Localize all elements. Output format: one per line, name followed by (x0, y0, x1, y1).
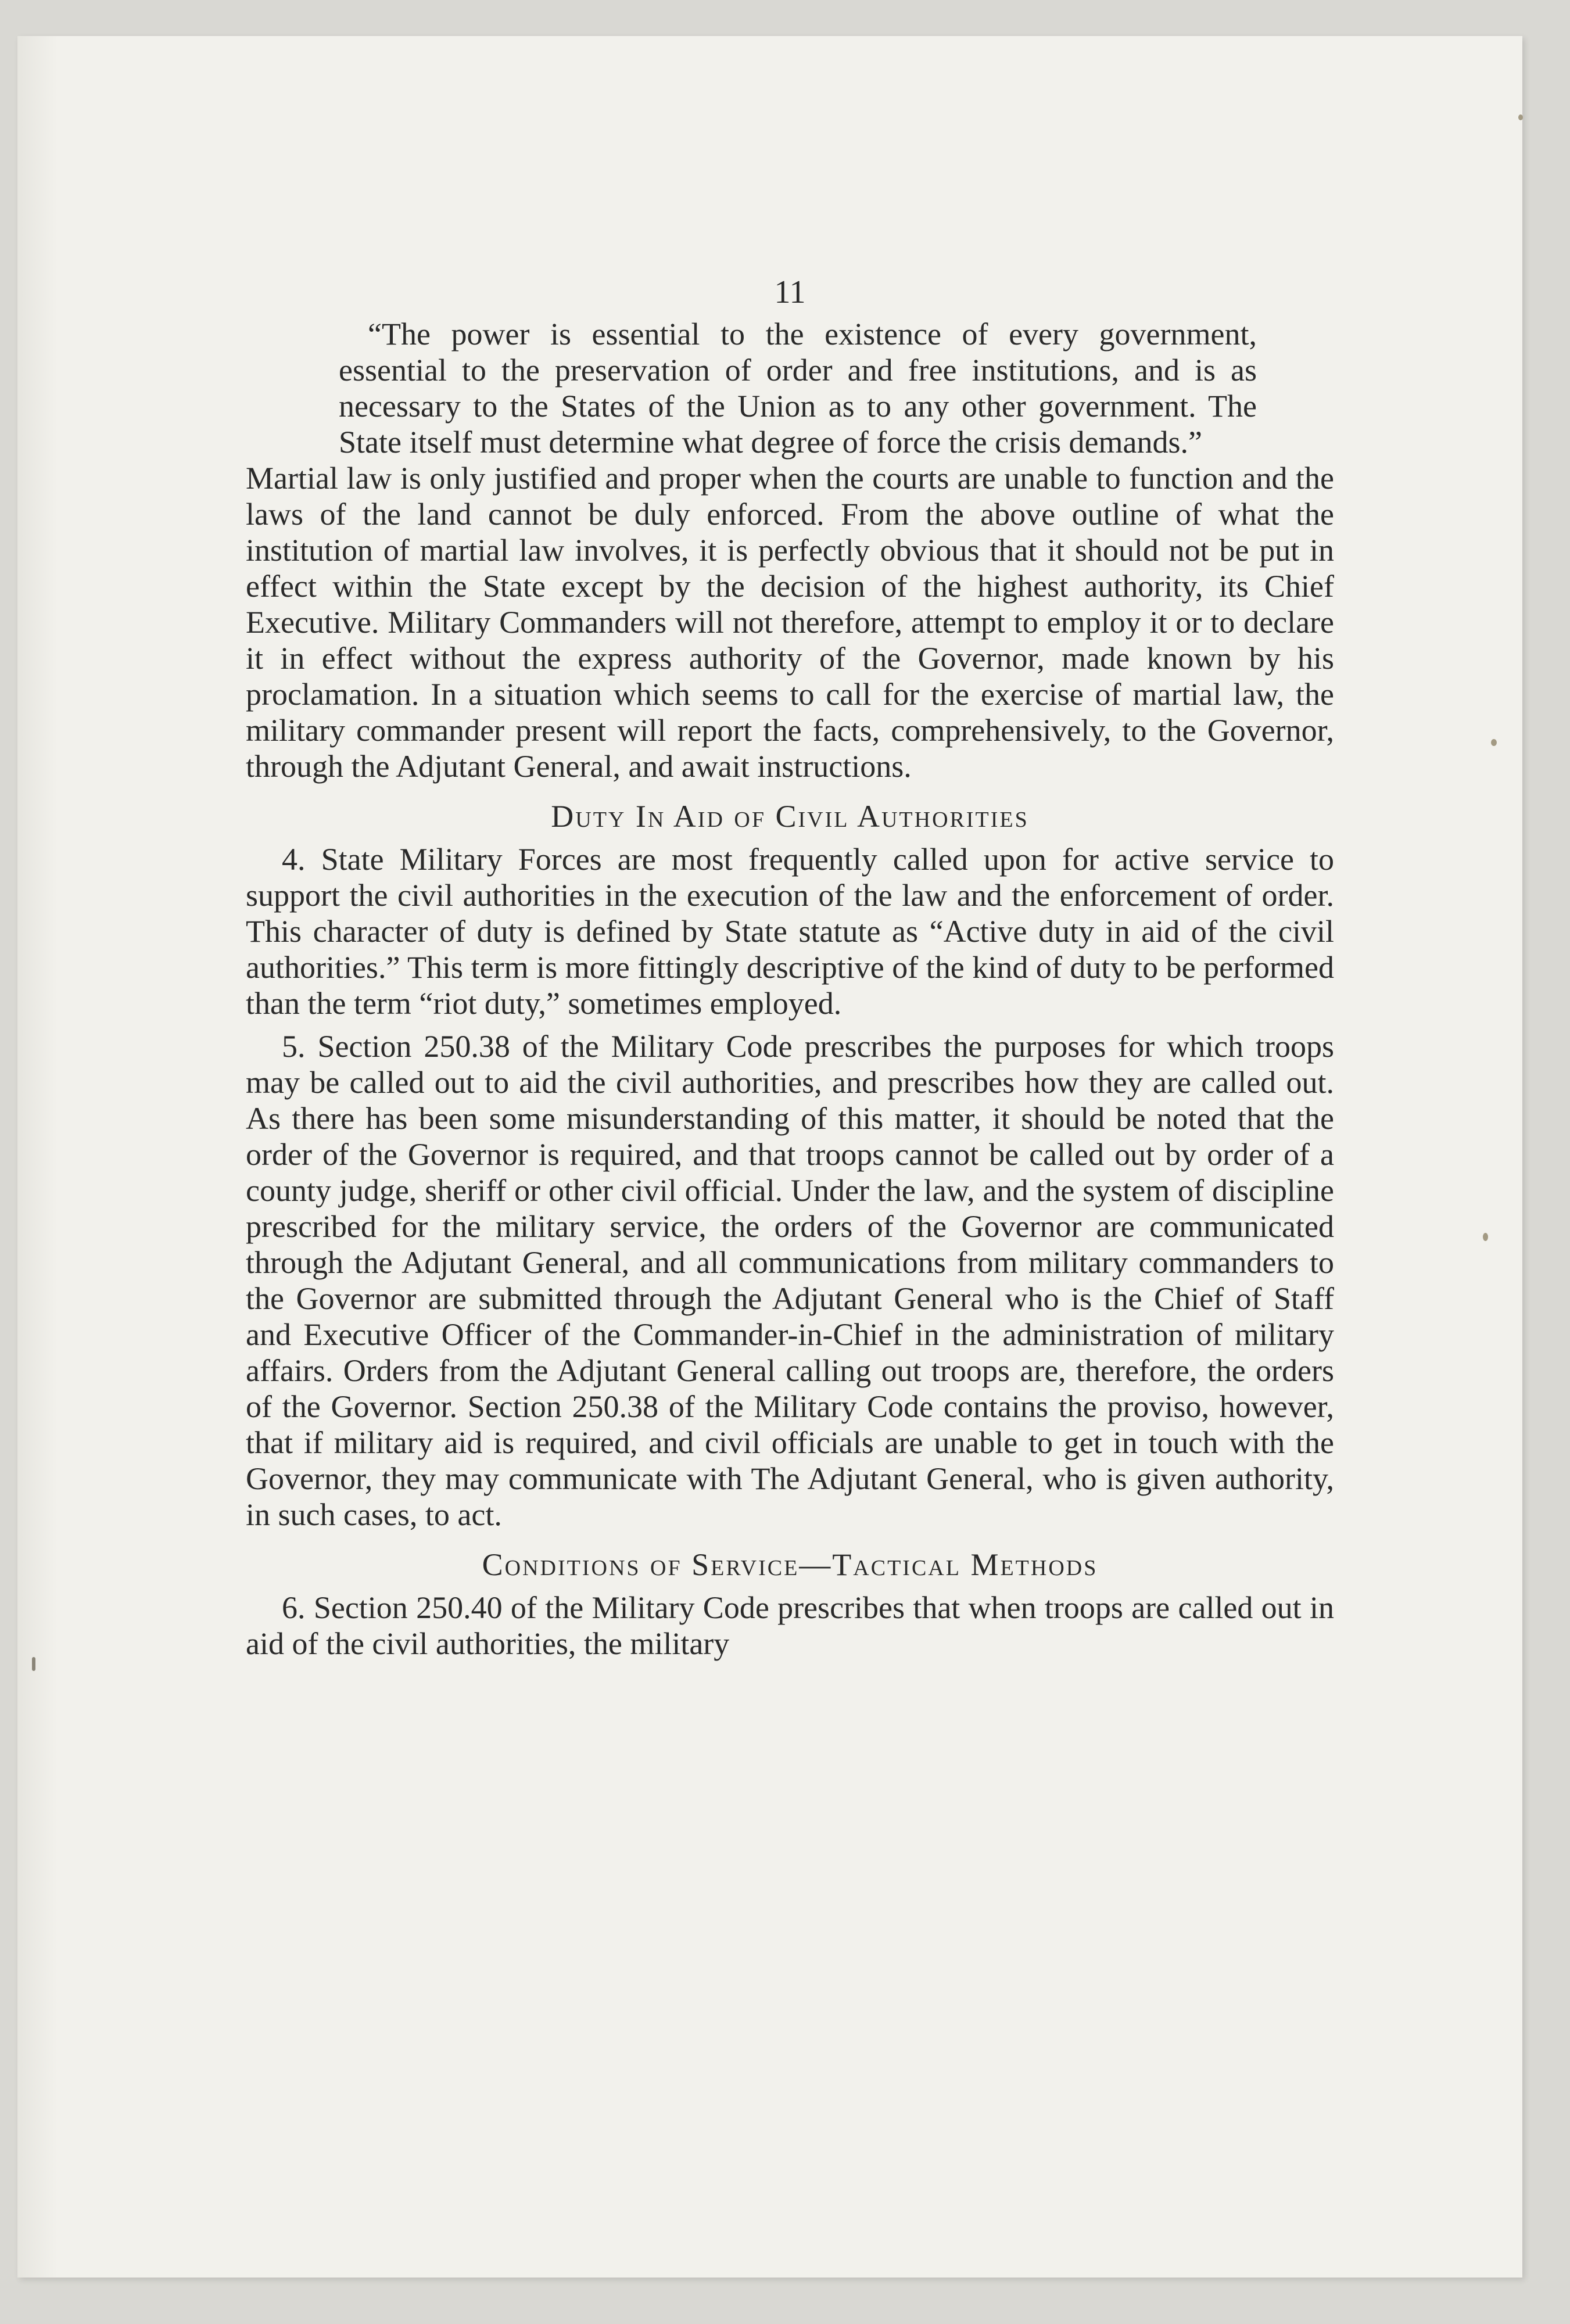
paragraph-5: 5. Section 250.38 of the Military Code prescribes the purposes for which troops may be called out to aid the civil authorities, and prescribes how they are called out. As there has been some misunderstanding of this matter, it should be noted that the order of the Governor is required, and that troops cannot be called out by order of a county judge, sheriff or other civil official. Under the law, and the system of discipline prescribed for the military service, the orders of the Governor are communicated through the Adjutant General, and all communications from military commanders to the Governor are submitted through the Adjutant General who is the Chief of Staff and Executive Officer of the Commander-in-Chief in the administration of military affairs. Orders from the Adjutant General calling out troops are, therefore, the orders of the Governor. Section 250.38 of the Military Code contains the proviso, however, that if military aid is required, and civil officials are unable to get in touch with the Governor, they may communicate with The Adjutant General, who is given authority, in such cases, to act. (246, 1029, 1334, 1532)
paragraph-6: 6. Section 250.40 of the Military Code prescribes that when troops are called out in aid of the civil authorities, the military (246, 1590, 1334, 1661)
paper-speck (1518, 114, 1523, 120)
paragraph-martial-law: Martial law is only justified and proper when the courts are unable to function and the laws of the land cannot be duly enforced. From the above outline of what the institution of martial law involves, it is perfectly obvious that it should not be put in effect within the State except by the decision of the highest authority, its Chief Executive. Military Commanders will not therefore, attempt to employ it or to declare it in effect without the express authority of the Governor, made known by his proclamation. In a situation which seems to call for the exercise of martial law, the military commander present will report the facts, comprehensively, to the Governor, through the Adjutant General, and await instructions. (246, 461, 1334, 784)
page-gutter (17, 36, 58, 2278)
paper-speck (1483, 1233, 1488, 1241)
page-text (246, 274, 1334, 1662)
section-heading-conditions: Conditions of Service—Tactical Methods (482, 1547, 1098, 1582)
section-heading-duty: Duty In Aid of Civil Authorities (551, 799, 1029, 834)
block-quote: “The power is essential to the existence of every government, essential to the preservation of order and free institutions, and is as necessary to the States of the Union as to any other government. The State itself must determine what degree of force the crisis demands.” (339, 317, 1257, 460)
paper-speck (1491, 739, 1497, 746)
paragraph-4: 4. State Military Forces are most frequently called upon for active service to support the civil authorities in the execution of the law and the enforcement of order. This character of duty is defined by State statute as “Active duty in aid of the civil authorities.” This term is more fittingly descriptive of the kind of duty to be performed than the term “riot duty,” sometimes employed. (246, 842, 1334, 1021)
document-page (17, 36, 1522, 2278)
paper-speck (32, 1657, 35, 1671)
page-number: 11 (774, 274, 806, 310)
